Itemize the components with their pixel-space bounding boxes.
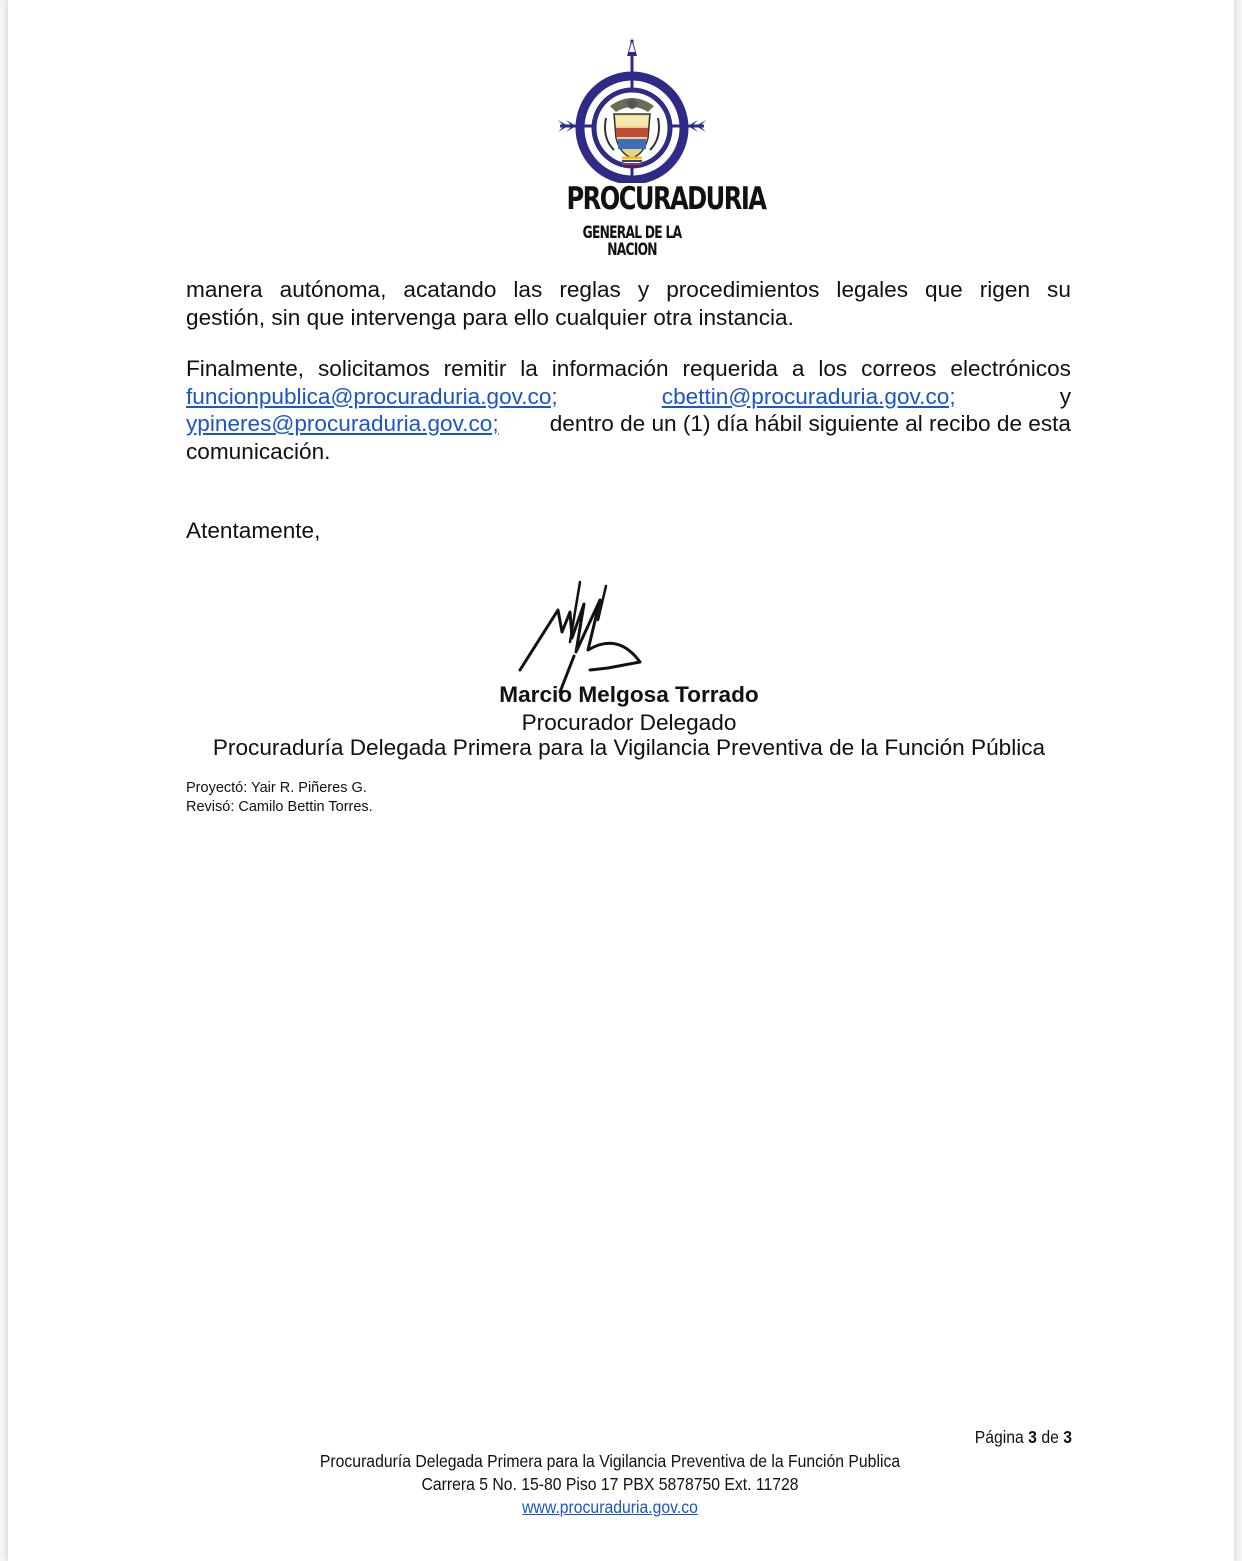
word: y <box>637 277 650 302</box>
paragraph-request <box>186 355 1071 465</box>
word: los <box>818 356 848 381</box>
word: su <box>1047 277 1071 302</box>
signer-name: Marcio Melgosa Torrado <box>499 682 759 707</box>
logo-subtitle: GENERAL DE LA NACION <box>582 223 682 260</box>
word: correos <box>861 356 937 381</box>
paragraph-line <box>186 383 1071 411</box>
word: remitir <box>443 356 507 381</box>
word: acatando <box>403 277 497 302</box>
footer-office: Procuraduría Delegada Primera para la Vigilancia Preventiva de la Función Publica <box>319 1451 901 1471</box>
document-page <box>8 0 1234 1561</box>
word: procedimientos <box>666 277 820 302</box>
page-prefix: Página <box>974 1427 1024 1447</box>
footer-website-link <box>293 1496 927 1519</box>
word: requerida <box>682 356 778 381</box>
word: las <box>513 277 543 302</box>
paragraph-line <box>186 438 1071 466</box>
paragraph-text: dentro de un (1) día hábil siguiente al recibo de esta <box>549 411 1071 436</box>
page-current: 3 <box>1028 1427 1037 1447</box>
word: información <box>551 356 669 381</box>
word: autónoma, <box>279 277 387 302</box>
word: legales <box>836 277 909 302</box>
signer-role: Procurador Delegado <box>521 710 737 735</box>
paragraph-line <box>186 355 1071 383</box>
word: que <box>925 277 963 302</box>
footer-address: Carrera 5 No. 15-80 Piso 17 PBX 5878750 Ext. 11728 <box>421 1474 799 1494</box>
procuraduria-logo <box>548 38 766 260</box>
word: a <box>791 356 805 381</box>
email-link-ypineres[interactable]: ypineres@procuraduria.gov.co; <box>186 411 499 436</box>
logo-title: PROCURADURIA <box>566 181 766 217</box>
word: Finalmente, <box>186 356 305 381</box>
page-separator: de <box>1041 1427 1059 1447</box>
word: electrónicos <box>950 356 1071 381</box>
website-link[interactable]: www.procuraduria.gov.co <box>522 1497 698 1517</box>
email-link-funcionpublica[interactable]: funcionpublica@procuraduria.gov.co; <box>186 383 558 409</box>
paragraph-autonomy <box>186 276 1071 331</box>
word: solicitamos <box>317 356 430 381</box>
handwritten-signature <box>508 572 688 694</box>
email-link-cbettin[interactable]: cbettin@procuraduria.gov.co; <box>661 383 956 409</box>
paragraph-text: gestión, sin que intervenga para ello cualquier otra instancia. <box>186 304 794 330</box>
page-total: 3 <box>1063 1427 1072 1447</box>
logo-emblem-icon <box>548 38 716 183</box>
closing-salutation: Atentamente, <box>186 518 321 543</box>
word: la <box>520 356 538 381</box>
paragraph-text: comunicación. <box>186 438 331 464</box>
page-number <box>960 1427 1072 1448</box>
reviewed-by-note: Revisó: Camilo Bettin Torres. <box>186 799 373 815</box>
word: reglas <box>559 277 621 302</box>
word: rigen <box>979 277 1031 302</box>
paragraph-line <box>186 410 1071 438</box>
paragraph-line <box>186 304 1071 332</box>
drafted-by-note: Proyectó: Yair R. Piñeres G. <box>186 780 367 796</box>
word: manera <box>186 277 263 302</box>
signer-office: Procuraduría Delegada Primera para la Vigilancia Preventiva de la Función Pública <box>212 735 1046 760</box>
word: y <box>1059 383 1071 409</box>
paragraph-line <box>186 276 1071 304</box>
